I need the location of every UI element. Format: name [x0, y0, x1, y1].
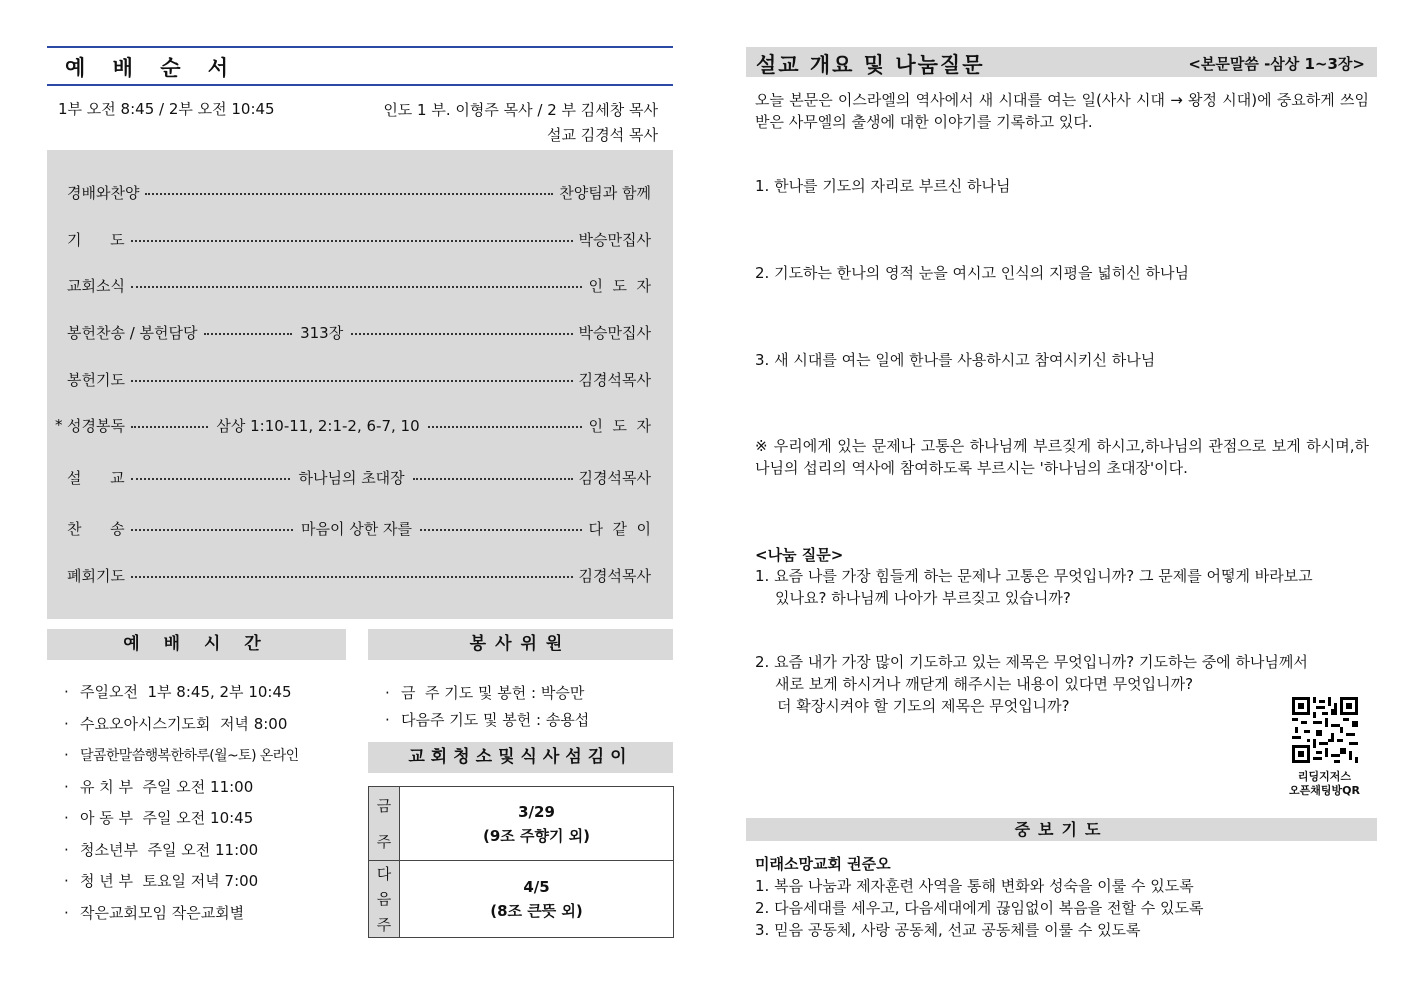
share-title: <나눔 질문>: [755, 546, 844, 564]
prayer-header: 중보기도: [746, 818, 1377, 841]
share-question-2: 2. 요즘 내가 가장 많이 기도하고 있는 제목은 무엇입니까? 기도하는 중에 하나님께서 새로 보게 하시거나 깨닫게 해주시는 내용이 있다면 무엇입니까? 더 확장시켜야 할 기도의 제목은 무엇입니까?: [755, 653, 1308, 715]
serve-header: 봉사위원: [368, 629, 673, 660]
order-row: [67, 517, 651, 539]
scripture-ref: <본문말씀 -삼상 1~3장>: [1188, 55, 1365, 73]
prayer-section: [755, 853, 1203, 941]
list-item: 1. 복음 나눔과 제자훈련 사역을 통해 변화와 성숙을 이룰 수 있도록: [755, 877, 1194, 895]
order-person: 김경석목사: [578, 468, 651, 487]
order-detail: 하나님의 초대장: [298, 468, 405, 487]
order-label: 기 도: [67, 230, 125, 249]
order-label: 성경봉독: [67, 416, 125, 435]
order-row: [67, 228, 651, 250]
list-item: 3. 믿음 공동체, 사랑 공동체, 선교 공동체를 이룰 수 있도록: [755, 921, 1141, 939]
order-detail: 313장: [300, 323, 344, 342]
order-label: 봉헌찬송 / 봉헌담당: [67, 323, 198, 342]
sermon-point-3: 3. 새 시대를 여는 일에 한나를 사용하시고 참여시키신 하나님: [755, 351, 1156, 369]
bullet: ·: [64, 872, 69, 890]
order-detail: 마음이 상한 자를: [301, 519, 413, 538]
list-item: · 작은교회모임 작은교회별: [64, 901, 299, 933]
worship-time-list: [64, 680, 299, 932]
worship-order-title-bar: [47, 46, 673, 86]
service-times: 1부 오전 8:45 / 2부 오전 10:45: [58, 100, 275, 118]
bullet: ·: [64, 777, 69, 796]
order-row: [67, 274, 651, 296]
order-label: 경배와찬양: [67, 183, 140, 202]
list-item: · 수요오아시스기도회 저녁 8:00: [64, 712, 299, 744]
list-item: · 청 년 부 토요일 저녁 7:00: [64, 869, 299, 901]
sermon-note: ※ 우리에게 있는 문제나 고통은 하나님께 부르짖게 하시고,하나님의 관점으로 보게 하시며,하나님의 섭리의 역사에 참여하도록 부르시는 '하나님의 초대장'이다.: [755, 437, 1369, 477]
worship-order-title: 예 배 순 서: [65, 56, 239, 80]
order-label: 봉헌기도: [67, 370, 125, 389]
list-item: · 유 치 부 주일 오전 11:00: [64, 775, 299, 807]
qr-caption: 리딩지저스 오픈채팅방QR: [1289, 770, 1360, 797]
order-detail: 삼상 1:10-11, 2:1-2, 6-7, 10: [216, 416, 420, 435]
sermon-point-2: 2. 기도하는 한나의 영적 눈을 여시고 인식의 지평을 넓히신 하나님: [755, 264, 1189, 282]
order-row: [67, 564, 651, 586]
list-item: · 아 동 부 주일 오전 10:45: [64, 806, 299, 838]
bullet: ·: [64, 809, 69, 827]
order-label: 설 교: [67, 468, 125, 487]
leaders: [383, 98, 658, 148]
worship-order-box: [47, 150, 673, 619]
order-row: [67, 321, 651, 343]
order-person: 찬양팀과 함께: [559, 183, 651, 202]
clean-date: 3/29: [518, 802, 555, 821]
standing-mark: *: [55, 416, 63, 434]
order-row: [67, 368, 651, 390]
serve-list: [385, 680, 589, 734]
order-label: 폐회기도: [67, 566, 125, 585]
clean-team: (8조 큰뜻 외): [490, 902, 583, 920]
order-label: 찬 송: [67, 519, 125, 538]
order-person: 박승만집사: [578, 323, 651, 342]
bullet: ·: [64, 840, 69, 859]
order-person: 박승만집사: [578, 230, 651, 249]
sermon-intro: 오늘 본문은 이스라엘의 역사에서 새 시대를 여는 일(사사 시대 → 왕정 시대)에 중요하게 쓰임 받은 사무엘의 출생에 대한 이야기를 기록하고 있다.: [755, 91, 1369, 131]
list-item: · 금 주 기도 및 봉헌 : 박승만: [385, 684, 585, 702]
table-row: 다 음 주 4/5 (8조 큰뜻 외): [369, 861, 673, 937]
order-row: [67, 181, 651, 203]
bullet: ·: [64, 903, 69, 922]
leaders-line-1: 인도 1 부. 이형주 목사 / 2 부 김세창 목사: [383, 101, 658, 119]
share-question-1: 1. 요즘 나를 가장 힘들게 하는 문제나 고통은 무엇입니까? 그 문제를 어떻게 바라보고 있나요? 하나님께 나아가 부르짖고 있습니까?: [755, 567, 1313, 607]
worship-time-header: 예 배 시 간: [47, 629, 346, 660]
sermon-title-bar: [746, 47, 1377, 77]
qr-code[interactable]: [1292, 697, 1358, 763]
sermon-point-1: 1. 한나를 기도의 자리로 부르신 하나님: [755, 177, 1011, 195]
order-person: 김경석목사: [578, 370, 651, 389]
list-item: · 주일오전 1부 8:45, 2부 10:45: [64, 680, 299, 712]
clean-header: 교회청소및식사섬김이: [368, 742, 673, 773]
bullet: ·: [64, 746, 69, 764]
order-row: [67, 466, 651, 488]
list-item: 2. 다음세대를 세우고, 다음세대에게 끊임없이 복음을 전할 수 있도록: [755, 899, 1204, 917]
sermon-title: 설교 개요 및 나눔질문: [756, 53, 985, 77]
clean-date: 4/5: [523, 878, 550, 896]
sermon-leader: 설교 김경석 목사: [547, 126, 658, 144]
clean-table: [368, 786, 674, 938]
table-row: 금 주 3/29 (9조 주향기 외): [369, 787, 673, 861]
bullet: ·: [64, 683, 69, 701]
order-row: [55, 414, 651, 436]
order-person: 다 같 이: [588, 519, 652, 538]
bullet: ·: [64, 714, 69, 733]
order-person: 김경석목사: [578, 566, 651, 585]
clean-team: (9조 주향기 외): [482, 826, 591, 845]
list-item: · 달콤한말씀행복한하루(월~토) 온라인: [64, 743, 299, 775]
order-person: 인 도 자: [588, 276, 651, 295]
prayer-church: 미래소망교회 권준오: [755, 855, 891, 873]
list-item: · 청소년부 주일 오전 11:00: [64, 838, 299, 870]
order-person: 인 도 자: [588, 416, 651, 435]
order-label: 교회소식: [67, 276, 125, 295]
list-item: · 다음주 기도 및 봉헌 : 송용섭: [385, 711, 590, 729]
